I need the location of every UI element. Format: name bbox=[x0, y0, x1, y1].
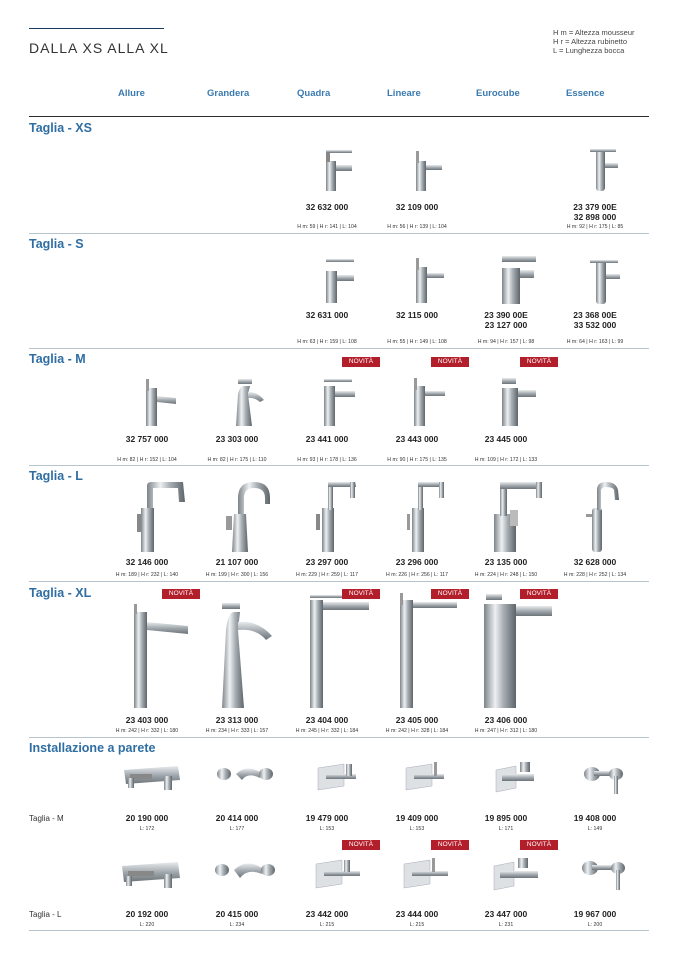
divider-m bbox=[29, 465, 649, 466]
dims-xl-allure: H m: 242 | H r: 332 | L: 180 bbox=[115, 728, 179, 734]
faucet-image-wall-m-eurocube bbox=[492, 760, 540, 794]
dims-xl-eurocube: H m: 247 | H r: 312 | L: 180 bbox=[474, 728, 538, 734]
column-lineare: Lineare bbox=[387, 88, 421, 99]
dims-wall-m-allure: L: 172 bbox=[139, 826, 155, 832]
faucet-image-xs-lineare bbox=[408, 147, 446, 193]
code-l-allure: 32 146 000 bbox=[125, 557, 169, 567]
faucet-image-wall-m-lineare bbox=[402, 760, 450, 794]
divider-wall bbox=[29, 930, 649, 931]
section-title-xs: Taglia - XS bbox=[29, 121, 92, 135]
faucet-image-xl-eurocube bbox=[480, 592, 556, 710]
column-quadra: Quadra bbox=[297, 88, 331, 99]
code-xs-quadra: 32 632 000 bbox=[305, 202, 349, 212]
novita-badge-wall-l-eurocube: NOVITÀ bbox=[520, 840, 558, 850]
code-xl-lineare: 23 405 000 bbox=[395, 715, 439, 725]
code-xl-eurocube: 23 406 000 bbox=[484, 715, 528, 725]
faucet-image-s-eurocube bbox=[496, 252, 540, 306]
faucet-image-xl-lineare bbox=[394, 592, 464, 710]
faucet-image-wall-m-essence bbox=[580, 758, 628, 798]
code-m-grandera: 23 303 000 bbox=[215, 434, 259, 444]
dims-m-grandera: H m: 82 | H r: 175 | L: 110 bbox=[207, 457, 267, 463]
faucet-image-s-lineare bbox=[408, 255, 448, 305]
faucet-image-wall-m-allure bbox=[120, 760, 186, 794]
dims-xl-quadra: H m: 245 | H r: 332 | L: 184 bbox=[295, 728, 359, 734]
faucet-image-l-allure bbox=[133, 478, 191, 554]
dimension-legend bbox=[553, 28, 635, 55]
code-xs-lineare: 32 109 000 bbox=[395, 202, 439, 212]
dims-wall-m-essence: L: 149 bbox=[587, 826, 603, 832]
wall-row-label-l: Taglia - L bbox=[29, 910, 62, 919]
faucet-image-xl-quadra bbox=[304, 592, 374, 710]
code-wall-l-allure: 20 192 000 bbox=[125, 909, 169, 919]
code-xl-quadra: 23 404 000 bbox=[305, 715, 349, 725]
code-wall-m-quadra: 19 479 000 bbox=[305, 813, 349, 823]
code-l-quadra: 23 297 000 bbox=[305, 557, 349, 567]
dims-wall-l-allure: L: 220 bbox=[139, 922, 155, 928]
code-l-essence: 32 628 000 bbox=[573, 557, 617, 567]
code-wall-l-lineare: 23 444 000 bbox=[395, 909, 439, 919]
code-m-eurocube: 23 445 000 bbox=[484, 434, 528, 444]
faucet-image-m-grandera bbox=[228, 376, 270, 428]
novita-badge-m-eurocube: NOVITÀ bbox=[520, 357, 558, 367]
code-l-grandera: 21 107 000 bbox=[215, 557, 259, 567]
code-wall-m-grandera: 20 414 000 bbox=[215, 813, 259, 823]
code-m-quadra: 23 441 000 bbox=[305, 434, 349, 444]
dims-xs-quadra: H m: 59 | H r: 141 | L: 104 bbox=[297, 224, 357, 230]
section-title-s: Taglia - S bbox=[29, 237, 84, 251]
dims-xl-grandera: H m: 234 | H r: 333 | L: 157 bbox=[205, 728, 269, 734]
dims-wall-m-quadra: L: 153 bbox=[319, 826, 335, 832]
novita-badge-xl-eurocube: NOVITÀ bbox=[520, 589, 558, 599]
faucet-image-s-quadra bbox=[318, 255, 358, 305]
faucet-image-l-lineare bbox=[402, 478, 460, 554]
novita-badge-m-quadra: NOVITÀ bbox=[342, 357, 380, 367]
code-s-lineare: 32 115 000 bbox=[395, 310, 439, 320]
code-m-lineare: 23 443 000 bbox=[395, 434, 439, 444]
novita-badge-wall-l-quadra: NOVITÀ bbox=[342, 840, 380, 850]
novita-badge-m-lineare: NOVITÀ bbox=[431, 357, 469, 367]
faucet-image-l-grandera bbox=[222, 478, 280, 554]
code-wall-l-grandera: 20 415 000 bbox=[215, 909, 259, 919]
faucet-image-m-eurocube bbox=[496, 376, 542, 428]
faucet-image-wall-l-lineare bbox=[400, 856, 452, 892]
code-wall-m-essence: 19 408 000 bbox=[573, 813, 617, 823]
legend-hm: H m = Altezza mousseur bbox=[553, 28, 635, 37]
code-wall-m-eurocube: 19 895 000 bbox=[484, 813, 528, 823]
dims-wall-m-eurocube: L: 171 bbox=[498, 826, 514, 832]
divider-l bbox=[29, 581, 649, 582]
faucet-image-l-eurocube bbox=[488, 478, 550, 554]
code-s-quadra: 32 631 000 bbox=[305, 310, 349, 320]
code-s-eurocube: 23 390 00E 23 127 000 bbox=[484, 310, 528, 330]
divider-s bbox=[29, 348, 649, 349]
dims-wall-m-grandera: L: 177 bbox=[229, 826, 245, 832]
faucet-image-xs-essence bbox=[586, 143, 624, 193]
dims-wall-l-grandera: L: 234 bbox=[229, 922, 245, 928]
code-wall-l-essence: 19 967 000 bbox=[573, 909, 617, 919]
dims-wall-l-eurocube: L: 231 bbox=[498, 922, 514, 928]
column-eurocube: Eurocube bbox=[476, 88, 520, 99]
page-title: DALLA XS ALLA XL bbox=[29, 40, 169, 56]
novita-badge-xl-lineare: NOVITÀ bbox=[431, 589, 469, 599]
code-s-essence: 23 368 00E 33 532 000 bbox=[573, 310, 617, 330]
faucet-image-wall-m-grandera bbox=[212, 760, 278, 794]
novita-badge-wall-l-lineare: NOVITÀ bbox=[431, 840, 469, 850]
code-wall-l-quadra: 23 442 000 bbox=[305, 909, 349, 919]
section-title-m: Taglia - M bbox=[29, 352, 86, 366]
code-m-allure: 32 757 000 bbox=[125, 434, 169, 444]
faucet-image-s-essence bbox=[586, 252, 626, 306]
faucet-image-xs-quadra bbox=[318, 147, 356, 193]
dims-xs-lineare: H m: 56 | H r: 139 | L: 104 bbox=[387, 224, 447, 230]
header-rule bbox=[29, 28, 164, 29]
faucet-image-l-quadra bbox=[312, 478, 370, 554]
faucet-image-xl-grandera bbox=[216, 600, 282, 710]
column-essence: Essence bbox=[566, 88, 605, 99]
dims-m-quadra: H m: 93 | H r: 178 | L: 136 bbox=[297, 457, 357, 463]
legend-hr: H r = Altezza rubinetto bbox=[553, 37, 627, 46]
faucet-image-m-allure bbox=[138, 376, 180, 428]
novita-badge-xl-allure: NOVITÀ bbox=[162, 589, 200, 599]
code-xs-essence: 23 379 00E 32 898 000 bbox=[573, 202, 617, 222]
section-title-xl: Taglia - XL bbox=[29, 586, 92, 600]
faucet-image-m-lineare bbox=[408, 376, 450, 428]
dims-wall-l-lineare: L: 215 bbox=[409, 922, 425, 928]
dims-l-lineare: H m: 226 | H r: 256 | L: 117 bbox=[386, 572, 448, 578]
header-divider bbox=[29, 116, 649, 117]
dims-l-essence: H m: 228 | H r: 252 | L: 134 bbox=[563, 572, 627, 578]
faucet-image-wall-l-grandera bbox=[210, 856, 280, 892]
faucet-image-wall-l-allure bbox=[118, 856, 186, 892]
dims-xl-lineare: H m: 242 | H r: 328 | L: 184 bbox=[385, 728, 449, 734]
dims-l-eurocube: H m: 224 | H r: 248 | L: 150 bbox=[474, 572, 538, 578]
code-xl-grandera: 23 313 000 bbox=[215, 715, 259, 725]
dims-s-lineare: H m: 55 | H r: 149 | L: 108 bbox=[387, 339, 447, 345]
faucet-image-wall-l-quadra bbox=[312, 856, 364, 892]
column-grandera: Grandera bbox=[207, 88, 250, 99]
dims-s-quadra: H m: 63 | H r: 159 | L: 108 bbox=[297, 339, 357, 345]
legend-l: L = Lunghezza bocca bbox=[553, 46, 625, 55]
dims-l-grandera: H m: 199 | H r: 300 | L: 156 bbox=[205, 572, 269, 578]
faucet-image-l-essence bbox=[582, 478, 632, 554]
dims-m-allure: H m: 82 | H r: 152 | L: 104 bbox=[117, 457, 177, 463]
dims-l-quadra: H m: 229 | H r: 259 | L: 117 bbox=[296, 572, 358, 578]
dims-wall-m-lineare: L: 153 bbox=[409, 826, 425, 832]
dims-s-essence: H m: 64 | H r: 163 | L: 99 bbox=[566, 339, 624, 345]
section-title-l: Taglia - L bbox=[29, 469, 83, 483]
dims-m-eurocube: H m: 109 | H r: 172 | L: 133 bbox=[474, 457, 538, 463]
faucet-image-m-quadra bbox=[318, 376, 360, 428]
section-title-wall: Installazione a parete bbox=[29, 741, 156, 755]
dims-s-eurocube: H m: 94 | H r: 157 | L: 98 bbox=[477, 339, 535, 345]
code-l-eurocube: 23 135 000 bbox=[484, 557, 528, 567]
faucet-image-wall-m-quadra bbox=[314, 760, 362, 794]
dims-wall-l-quadra: L: 215 bbox=[319, 922, 335, 928]
divider-xs bbox=[29, 233, 649, 234]
dims-m-lineare: H m: 90 | H r: 175 | L: 135 bbox=[387, 457, 447, 463]
faucet-image-wall-l-eurocube bbox=[490, 856, 542, 892]
dims-wall-l-essence: L: 200 bbox=[587, 922, 603, 928]
column-allure: Allure bbox=[118, 88, 145, 99]
wall-row-label-m: Taglia - M bbox=[29, 814, 64, 823]
faucet-image-xl-allure bbox=[128, 600, 194, 710]
faucet-image-wall-l-essence bbox=[578, 852, 630, 894]
dims-xs-essence: H m: 92 | H r: 175 | L: 85 bbox=[566, 224, 624, 230]
novita-badge-xl-quadra: NOVITÀ bbox=[342, 589, 380, 599]
code-l-lineare: 23 296 000 bbox=[395, 557, 439, 567]
divider-xl bbox=[29, 737, 649, 738]
code-wall-m-allure: 20 190 000 bbox=[125, 813, 169, 823]
code-wall-l-eurocube: 23 447 000 bbox=[484, 909, 528, 919]
code-wall-m-lineare: 19 409 000 bbox=[395, 813, 439, 823]
code-xl-allure: 23 403 000 bbox=[125, 715, 169, 725]
dims-l-allure: H m: 189 | H r: 232 | L: 140 bbox=[115, 572, 179, 578]
